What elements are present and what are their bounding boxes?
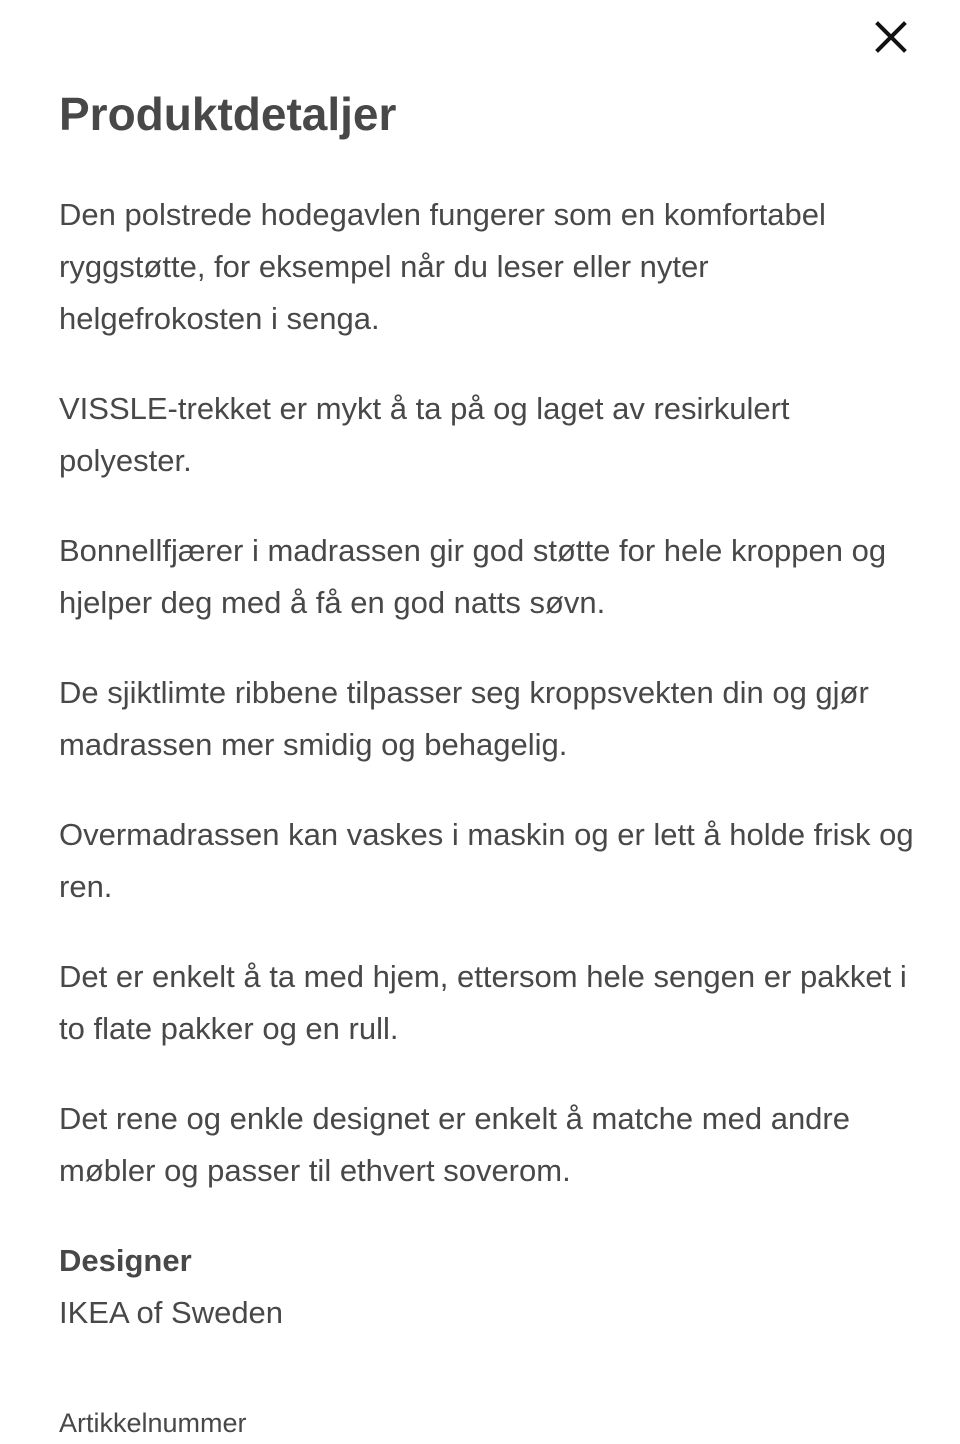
description-paragraph: VISSLE-trekket er mykt å ta på og laget av resirkulert polyester. [59, 391, 790, 478]
article-number-label: Artikkelnummer [59, 1408, 247, 1438]
close-icon [875, 21, 907, 53]
product-description [59, 189, 919, 1443]
description-paragraph: Bonnellfjærer i madrassen gir god støtte for hele kroppen og hjelper deg med å få en god natts søvn. [59, 533, 887, 620]
page-title: Produktdetaljer [59, 96, 397, 140]
close-button[interactable] [868, 14, 914, 60]
product-details-panel[interactable] [0, 96, 960, 1444]
designer-label: Designer [59, 1243, 192, 1278]
description-paragraph: Det rene og enkle designet er enkelt å matche med andre møbler og passer til ethvert soverom. [59, 1101, 850, 1188]
description-paragraph: De sjiktlimte ribbene tilpasser seg kroppsvekten din og gjør madrassen mer smidig og behagelig. [59, 675, 869, 762]
description-paragraph: Det er enkelt å ta med hjem, ettersom hele sengen er pakket i to flate pakker og en rull. [59, 959, 907, 1046]
description-paragraph: Den polstrede hodegavlen fungerer som en komfortabel ryggstøtte, for eksempel når du leser eller nyter helgefrokosten i senga. [59, 197, 826, 336]
designer-value: IKEA of Sweden [59, 1295, 284, 1330]
description-paragraph: Overmadrassen kan vaskes i maskin og er lett å holde frisk og ren. [59, 817, 914, 904]
